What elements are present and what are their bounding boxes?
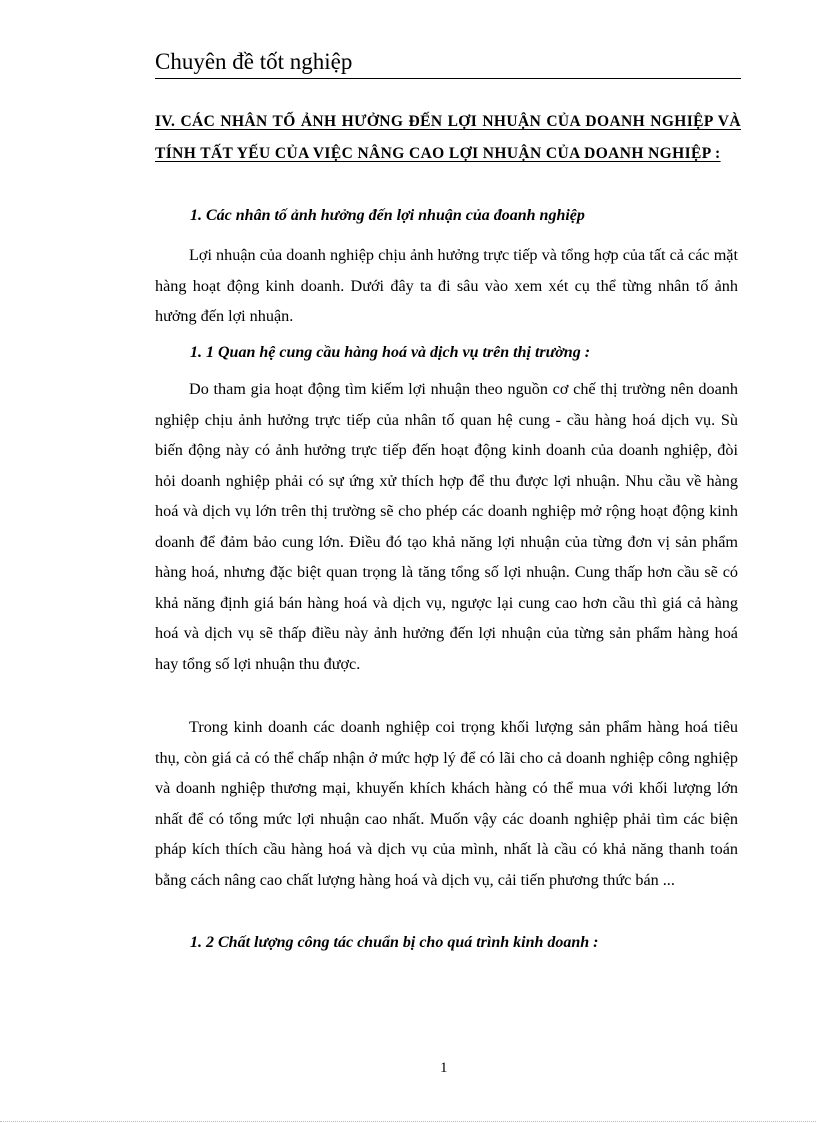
section-heading: IV. CÁC NHÂN TỐ ẢNH HƯỞNG ĐẾN LỢI NHUẬN CỦA DOANH NGHIỆP VÀ TÍNH TẤT YẾU CỦA VIỆC NÂNG CAO LỢI NHUẬN CỦA DOANH NGHIỆP : xyxy=(155,113,741,162)
item-1-1-heading: 1. 1 Quan hệ cung cầu hàng hoá và dịch vụ trên thị trường : xyxy=(190,344,591,361)
item-1-2-heading: 1. 2 Chất lượng công tác chuẩn bị cho quá trình kinh doanh : xyxy=(190,934,599,951)
intro-paragraph: Lợi nhuận của doanh nghiệp chịu ảnh hưởng trực tiếp và tổng hợp của tất cả các mặt hàng hoạt động kinh doanh. Dưới đây ta đi sâu vào xem xét cụ thể từng nhân tố ảnh hưởng đến lợi nhuận. xyxy=(155,246,738,325)
subsection-heading: 1. Các nhân tố ảnh hưởng đến lợi nhuận của đoanh nghiệp xyxy=(190,207,585,224)
document-header-title: Chuyên đề tốt nghiệp xyxy=(155,49,353,74)
page-header xyxy=(155,46,741,79)
item-1-1-paragraph-2: Trong kinh doanh các doanh nghiệp coi trọng khối lượng sản phẩm hàng hoá tiêu thụ, còn giá cả có thể chấp nhận ở mức hợp lý để có lãi cho cả doanh nghiệp công nghiệp và doanh nghiệp thương mại, khuyến khích khách hàng có thể mua với khối lượng lớn nhất để có tổng mức lợi nhuận cao nhất. Muốn vậy các doanh nghiệp phải tìm các biện pháp kích thích cầu hàng hoá và dịch vụ của mình, nhất là cầu có khả năng thanh toán bằng cách nâng cao chất lượng hàng hoá và dịch vụ, cải tiến phương thức bán ... xyxy=(155,718,738,889)
item-1-1-paragraph-1: Do tham gia hoạt động tìm kiếm lợi nhuận theo nguồn cơ chế thị trường nên doanh nghiệp chịu ảnh hưởng trực tiếp của nhân tố quan hệ cung - cầu hàng hoá dịch vụ. Sù biến động này có ảnh hưởng trực tiếp đến hoạt động kinh doanh của doanh nghiệp, đòi hỏi doanh nghiệp phải có sự ứng xử thích hợp để thu được lợi nhuận. Nhu cầu về hàng hoá và dịch vụ lớn trên thị trường sẽ cho phép các doanh nghiệp mở rộng hoạt động kinh doanh để đảm bảo cung lớn. Điều đó tạo khả năng lợi nhuận của từng đơn vị sản phẩm hàng hoá, nhưng đặc biệt quan trọng là tăng tổng số lợi nhuận. Cung thấp hơn cầu sẽ có khả năng định giá bán hàng hoá và dịch vụ, ngược lại cung cao hơn cầu thì giá cả hàng hoá và dịch vụ sẽ thấp điều này ảnh hưởng đến lợi nhuận của từng sản phẩm hàng hoá hay tổng số lợi nhuận thu được. xyxy=(155,380,738,673)
page-bottom-edge xyxy=(0,1121,816,1122)
page-number: 1 xyxy=(440,1060,448,1076)
